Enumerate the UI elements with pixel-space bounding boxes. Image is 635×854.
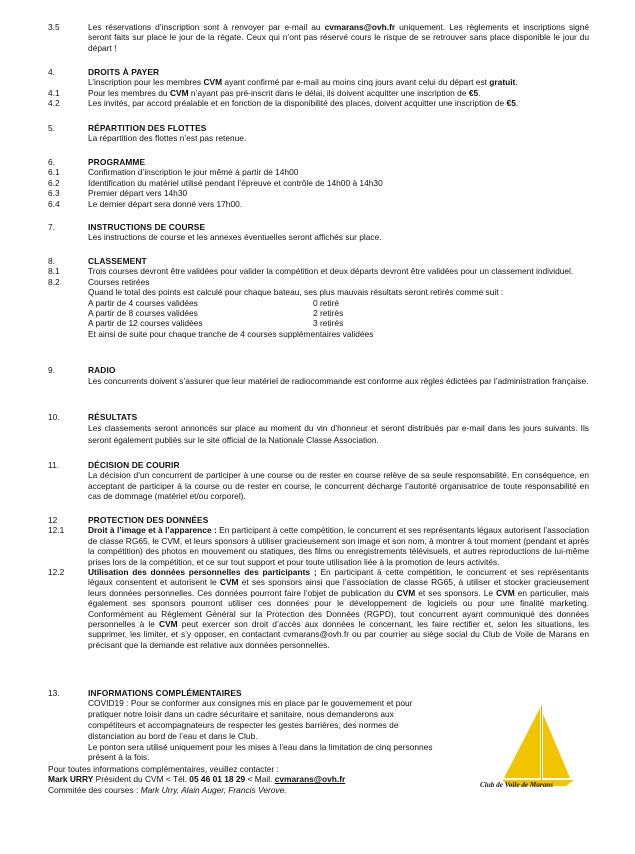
contact-intro: Pour toutes informations complémentaires, veuillez contacter : [48, 764, 279, 774]
sail-main [504, 708, 540, 778]
section-11 [0, 460, 635, 502]
section-text: Les classements seront annoncés sur place au moment du vin d’honneur et seront distribués par e-mail dans les jours suivants. Ils seront également publiés sur le site official de la Nationale Classe Association. [88, 423, 589, 446]
section-title: INFORMATIONS COMPLÉMENTAIRES [88, 688, 242, 698]
section-title: RADIO [88, 365, 116, 375]
section-text: Les concurrents doivent s’assurer que leur matériel de radiocommande est conforme aux règles édictées par l’administration française. [88, 376, 589, 387]
section-number: 4. [48, 67, 55, 77]
section-6 [0, 157, 635, 209]
section-text: Trois courses devront être validées pour valider la compétition et deux départs devront être validées pour un classement individuel. [88, 266, 574, 277]
section-text: Utilisation des données personnelles des participants ; En participant à cette compétition, le concurrent et ses représentants légaux consentent et autorisent le CVM et ses sponsors ainsi que l’association de classe RG65, à utiliser et stocker gracieusement leurs données personnelles. Ces données pourront faire l’objet de publication du CVM et ses sponsors. Le CVM en particulier, mais également ses sponsors pourront utiliser ces données pour le développement de logiciels ou pour une finalité marketing. Conformément au Règlement Général sur la Protection des Données (RGPD), tout concurrent ayant communiqué des données personnelles à le CVM peut exercer son droit d’accès aux données le concernant, les faire rectifier et, selon les situations, les supprimer, les limiter, et s’y opposer, en contactant cvmarans@ovh.fr ou par courrier au siège social du Club de Voile de Marans en précisant que la demande est relative aux données personnelles. [88, 567, 589, 650]
section-number: 5. [48, 123, 55, 133]
table-cell: A partir de 4 courses validées [88, 297, 198, 308]
section-number: 8.2 [48, 276, 60, 287]
section-text: COVID19 : Pour se conformer aux consignes mis en place par le gouvernement et pour pratiquer notre loisir dans un cadre sécuritaire et sanitaire, nous demanderons aux compétiteurs et accompagnateurs de respecter les gestes barrières, des normes de distanciation au bord de l’eau et dans le Club. [88, 698, 413, 741]
section-title: DÉCISION DE COURIR [88, 460, 180, 470]
section-text: Et ainsi de suite pour chaque tranche de 4 courses supplémentaires validées [88, 328, 374, 339]
section-number: 4.2 [48, 98, 60, 109]
section-12 [0, 515, 635, 650]
section-text: Courses retirées [88, 276, 150, 287]
section-number: 4.1 [48, 87, 60, 98]
section-number: 8.1 [48, 266, 60, 277]
section-title: DROITS À PAYER [88, 67, 160, 77]
table-cell: 2 retirés [313, 308, 344, 319]
section-text: Droit à l’image et à l’apparence : En participant à cette compétition, le concurrent et ses représentants légaux autorisent l’association de classe RG65, le CVM, et leurs sponsors à utiliser gracieusement son image et son nom, à montrer à tout moment (pendant et après la compétition) des photos en mouvement ou statiques, des films ou enregistrements télévisuels, et autres reproductions de lui-même prises lors de la compétition, et ce sur tout support et pour toute utilisation liée à la promotion de leurs activités. [88, 525, 589, 567]
email-link[interactable]: cvmarans@ovh.fr [274, 774, 346, 785]
list-item: Premier départ vers 14h30 [88, 188, 188, 199]
section-number: 7. [48, 222, 55, 232]
section-title: PROGRAMME [88, 157, 146, 167]
section-8 [0, 256, 635, 339]
section-10 [0, 412, 635, 446]
section-text: Le ponton sera utilisé uniquement pour les mises à l’eau dans la limitation de cinq personnes présent à la fois. [88, 741, 433, 763]
section-number: 8. [48, 256, 55, 266]
section-4 [0, 67, 635, 109]
table-cell: 3 retirés [313, 318, 344, 329]
section-number: 10. [48, 412, 60, 422]
section-9 [0, 365, 635, 387]
section-7 [0, 222, 635, 243]
section-text: Quand le total des points est calculé pour chaque bateau, ses plus mauvais résultats seront retirés comme suit : [88, 287, 504, 298]
section-text: La répartition des flottes n’est pas retenue. [88, 133, 247, 144]
section-number: 12 [48, 515, 58, 525]
section-number: 11. [48, 460, 60, 470]
section-title: RÉPARTITION DES FLOTTES [88, 123, 207, 133]
section-number: 6.3 [48, 188, 60, 199]
section-text: Les invités, par accord préalable et en fonction de la disponibilité des places, doivent acquitter une inscription de €5. [88, 98, 519, 109]
table-cell: 0 retiré [313, 297, 340, 308]
table-cell: A partir de 12 courses validées [88, 318, 203, 329]
section-text: L’inscription pour les membres CVM ayant confirmé par e-mail au moins cinq jours avant celui du départ est gratuit. [88, 77, 518, 88]
section-number: 6. [48, 157, 55, 167]
section-title: PROTECTION DES DONNÉES [88, 515, 209, 525]
section-title: RÉSULTATS [88, 412, 138, 422]
section-text: La décision d’un concurrent de participer à une course ou de rester en course relève de sa seule responsabilité. En conséquence, en acceptant de participer à la course ou de rester en course, le concurrent décharge l’autorité organisatrice de toute responsabilité en cas de dommage (matériel et/ou corporel). [88, 470, 589, 502]
section-number: 12.2 [48, 567, 65, 578]
section-number: 6.2 [48, 177, 60, 188]
list-item: Identification du matériel utilisé pendant l’épreuve et contrôle de 14h00 à 14h30 [88, 177, 383, 188]
committee-line: Commitée des courses : Mark Urry, Alain Auger, Francis Verove. [48, 784, 287, 795]
contact-footer [48, 764, 468, 795]
section-5 [0, 123, 635, 144]
table-cell: A partir de 8 courses validées [88, 308, 198, 319]
list-item: Confirmation d’inscription le jour même à partir de 14h00 [88, 167, 299, 178]
club-logo-text: Club de Voile de Marans [480, 781, 554, 789]
section-number: 3.5 [48, 22, 60, 32]
discard-table [88, 298, 635, 329]
section-title: INSTRUCTIONS DE COURSE [88, 222, 206, 232]
contact-line: Mark URRY Président du CVM < Tél. 05 46 01 18 29 < Mail. cvmarans@ovh.fr [48, 774, 346, 785]
club-logo [474, 700, 614, 810]
section-3-5 [0, 22, 635, 53]
section-title: CLASSEMENT [88, 256, 147, 266]
section-number: 6.4 [48, 198, 60, 209]
sail-jib [543, 714, 570, 778]
section-number: 12.1 [48, 525, 65, 536]
section-number: 6.1 [48, 167, 60, 178]
section-text: Pour les membres du CVM n’ayant pas pré-inscrit dans le délai, ils doivent acquitter une inscription de €5. [88, 87, 481, 98]
list-item: Le dernier départ sera donné vers 17h00. [88, 198, 243, 209]
email-link[interactable]: cvmarans@ovh.fr [324, 22, 396, 32]
section-text: Les instructions de course et les annexes éventuelles seront affichés sur place. [88, 232, 382, 243]
section-number: 9. [48, 365, 55, 375]
section-text: Les réservations d’inscription sont à renvoyer par e-mail au cvmarans@ovh.fr uniquement. Les règlements et inscriptions signé seront faits sur place le jour de la régate. Ceux qui n’ont pas réservé cours le risque de se retrouver sans place disponible le jour du départ ! [88, 22, 590, 53]
section-number: 13. [48, 688, 60, 698]
